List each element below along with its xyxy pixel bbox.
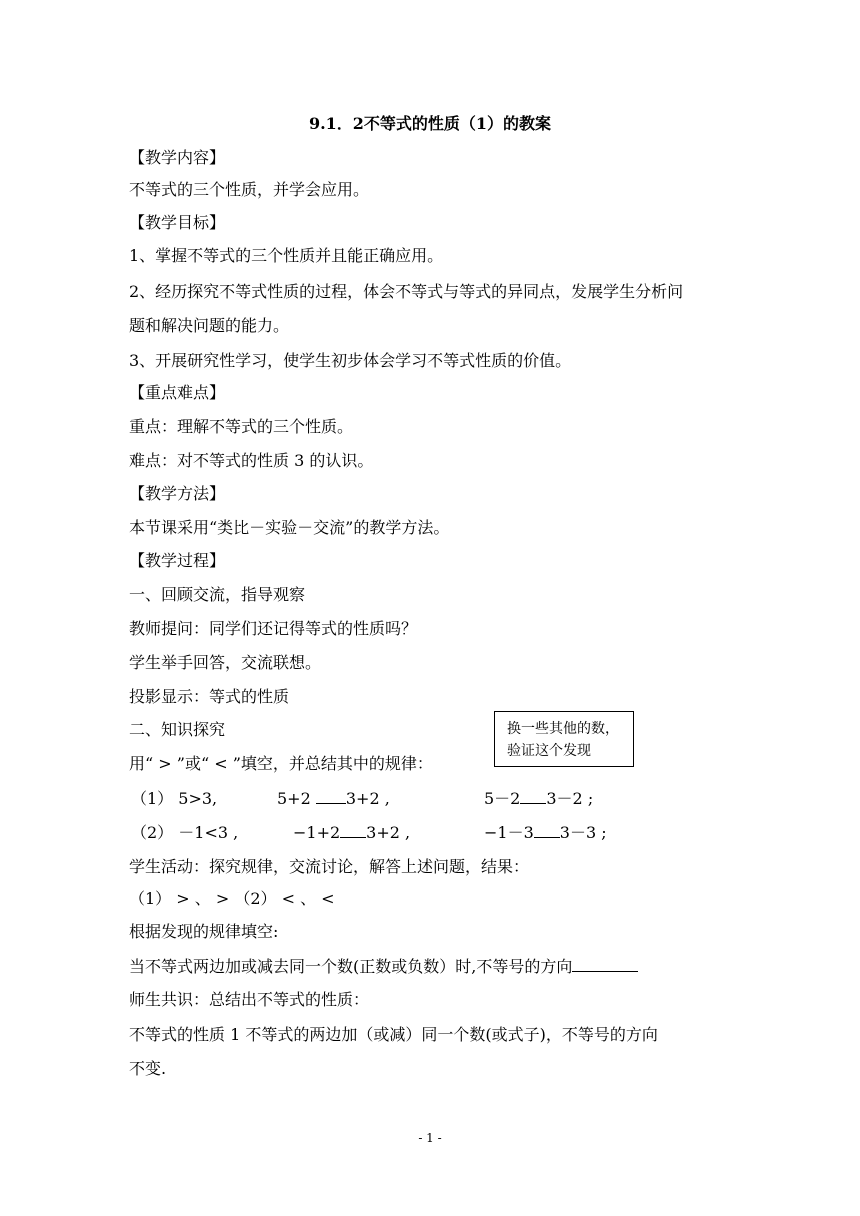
fill-instruction: 用“ > ”或“ < ”填空，并总结其中的规律： [129,754,433,773]
teacher-question: 教师提问：同学们还记得等式的性质吗？ [129,619,418,638]
exercise-2-expr2-right: 3－3 ; [559,823,607,842]
key-point: 重点：理解不等式的三个性质。 [129,417,354,436]
activity-results: （1） > 、 > （2） < 、 < [129,889,335,908]
heading-key-points: 【重点难点】 [129,383,226,402]
goal-item-2-cont: 题和解决问题的能力。 [129,316,290,335]
exercise-2-expr2-left: −1－3 [484,823,534,842]
exercise-2-expr1 [293,823,410,843]
goal-item-2: 2、经历探究不等式性质的过程，体会不等式与等式的异同点，发展学生分析问 [129,282,684,301]
section-1-heading: 一、回顾交流，指导观察 [129,585,306,604]
exercise-1-expr1-right: 3+2 , [345,789,390,808]
exercise-1-expr2 [484,789,593,809]
page-number: - 1 - [418,1131,442,1145]
difficult-point: 难点：对不等式的性质 3 的认识。 [129,451,374,470]
exercise-1-expr2-left: 5－2 [484,789,521,808]
answer-blank[interactable] [316,789,346,804]
goal-item-1: 1、掌握不等式的三个性质并且能正确应用。 [129,246,444,265]
answer-blank[interactable] [340,823,366,838]
note-box [494,711,634,767]
exercise-2-expr1-right: 3+2 , [366,823,411,842]
paragraph-content: 不等式的三个性质，并学会应用。 [129,180,370,199]
answer-blank[interactable] [534,823,560,838]
student-activity: 学生活动：探究规律，交流讨论，解答上述问题，结果： [129,857,530,876]
exercise-1-expr1 [277,789,390,809]
heading-teaching-content: 【教学内容】 [129,148,226,167]
heading-teaching-goals: 【教学目标】 [129,213,226,232]
property-1: 不等式的性质 1 不等式的两边加（或减）同一个数(或式子)，不等号的方向 [129,1025,658,1044]
page-title: 9.1．2不等式的性质（1）的教案 [308,114,552,133]
heading-method: 【教学方法】 [129,484,226,503]
heading-process: 【教学过程】 [129,551,226,570]
note-line-1: 换一些其他的数， [507,721,619,737]
exercise-1-expr2-right: 3－2 ; [546,789,594,808]
rule-statement [129,957,638,977]
exercise-1-expr1-left: 5+2 [277,789,316,808]
exercise-2-label: （2） －1<3 , [131,823,239,842]
rule-statement-text: 当不等式两边加或减去同一个数(正数或负数）时,不等号的方向 [129,957,573,976]
fill-by-rule: 根据发现的规律填空: [129,922,279,941]
answer-blank[interactable] [572,957,638,972]
note-line-2: 验证这个发现 [507,743,591,759]
student-answer: 学生举手回答，交流联想。 [129,653,322,672]
exercise-2-expr1-left: −1+2 [293,823,341,842]
method-paragraph: 本节课采用“类比－实验－交流”的教学方法。 [129,518,450,537]
exercise-2-expr2 [484,823,607,843]
projection-display: 投影显示：等式的性质 [129,687,290,706]
property-1-cont: 不变. [129,1059,167,1078]
consensus: 师生共识：总结出不等式的性质： [129,990,370,1009]
answer-blank[interactable] [520,789,546,804]
goal-item-3: 3、开展研究性学习，使学生初步体会学习不等式性质的价值。 [129,351,572,370]
section-2-heading: 二、知识探究 [129,720,226,739]
exercise-1-label: （1） 5>3, [131,789,218,808]
